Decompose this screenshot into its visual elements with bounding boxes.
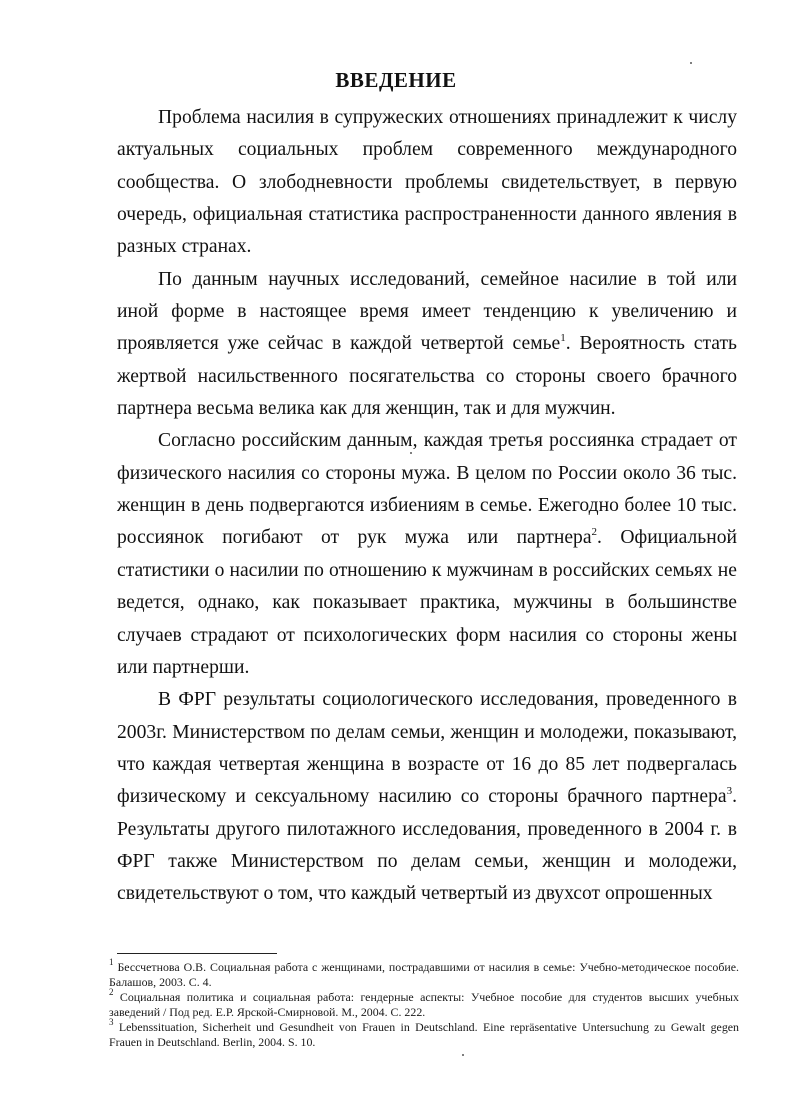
footnote <box>109 957 739 989</box>
paragraph <box>117 102 737 264</box>
scan-speck <box>410 452 412 454</box>
footnote-divider <box>117 953 277 954</box>
paragraph-text: Проблема насилия в супружеских отношениях принадлежит к числу актуальных социальных проблем современного международного сообщества. О злободневности проблемы свидетельствует, в первую очередь, официальная статистика распространенности данного явления в разных странах. <box>117 107 737 258</box>
footnote-ref-3: 3 <box>726 784 733 797</box>
paragraph <box>117 684 737 910</box>
paragraph-text: . Результаты другого пилотажного исследования, проведенного в 2004 г. в ФРГ также Министерством по делам семьи, женщин и молодежи, свидетельствуют о том, что каждый четвертый из двухсот опрошенных <box>117 786 737 905</box>
paragraph-text: По данным научных исследований, семейное насилие в той или иной форме в настоящее время имеет тенденцию к увеличению и проявляется уже сейчас в каждой четвертой семье <box>117 268 737 355</box>
paragraph-text: Согласно российским данным, каждая третья россиянка страдает от физического насилия со стороны мужа. В целом по России около 36 тыс. женщин в день подвергаются избиениям в семье. Ежегодно более 10 тыс. россиянок погибают от рук мужа или партнера <box>117 430 737 549</box>
paragraph <box>117 425 737 684</box>
footnote-number: 1 <box>109 957 114 968</box>
footnote-text: Бессчетнова О.В. Социальная работа с женщинами, пострадавшими от насилия в семье: Учебно-методическое пособие. Балашов, 2003. С. 4. <box>109 960 739 989</box>
footnote-ref-1: 1 <box>560 331 566 344</box>
footnote-ref-2: 2 <box>591 525 598 538</box>
footnotes <box>109 957 739 1050</box>
paragraph-text: . Вероятность стать жертвой насильственного посягательства со стороны своего брачного партнера весьма велика как для женщин, так и для мужчин. <box>117 333 737 420</box>
footnote <box>109 987 739 1019</box>
paragraph-text: . Официальной статистики о насилии по отношению к мужчинам в российских семьях не ведется, однако, как показывает практика, мужчины в большинстве случаев страдают от психологических форм насилия со стороны жены или партнерши. <box>117 527 737 678</box>
page-title: ВВЕДЕНИЕ <box>335 68 457 92</box>
footnote <box>109 1017 739 1049</box>
footnote-text: Социальная политика и социальная работа: гендерные аспекты: Учебное пособие для студентов высших учебных заведений / Под ред. Е.Р. Ярской-Смирновой. М., 2004. С. 222. <box>109 990 739 1019</box>
paragraph <box>117 264 737 426</box>
footnote-number: 3 <box>109 1017 114 1028</box>
footnote-text: Lebenssituation, Sicherheit und Gesundheit von Frauen in Deutschland. Eine repräsentative Untersuchung zu Gewalt gegen Frauen in Deutschland. Berlin, 2004. S. 10. <box>109 1020 739 1049</box>
body-text <box>117 102 737 911</box>
paragraph-text: В ФРГ результаты социологического исследования, проведенного в 2003г. Министерством по делам семьи, женщин и молодежи, показывают, что каждая четвертая женщина в возрасте от 16 до 85 лет подвергалась физическому и сексуальному насилию со стороны брачного партнера <box>117 689 737 808</box>
scan-speck <box>690 62 692 64</box>
footnote-number: 2 <box>109 987 114 998</box>
scan-speck <box>462 1054 464 1056</box>
